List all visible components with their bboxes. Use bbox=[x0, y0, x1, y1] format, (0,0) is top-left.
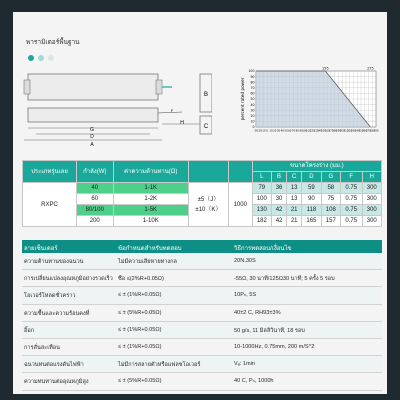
b-0: 36 bbox=[272, 183, 287, 194]
header-g: G bbox=[321, 172, 340, 183]
x-tick-label: 20 bbox=[273, 129, 277, 133]
x-tick-label: 210 bbox=[343, 129, 349, 133]
x-tick-label: 0 bbox=[266, 129, 269, 133]
power-2: 80/100 bbox=[76, 205, 113, 216]
x-tick-label: 260 bbox=[362, 129, 368, 133]
h-2: 300 bbox=[362, 205, 381, 216]
c-3: 21 bbox=[287, 216, 302, 227]
y-tick-label: 0 bbox=[252, 125, 255, 130]
l-1: 100 bbox=[252, 194, 271, 205]
header-h: H bbox=[362, 172, 381, 183]
g-1: 75 bbox=[321, 194, 340, 205]
x-tick-label: 140 bbox=[317, 129, 323, 133]
b-3: 42 bbox=[272, 216, 287, 227]
test-table bbox=[22, 253, 382, 391]
dim-h: H bbox=[180, 120, 184, 126]
x-tick-label: 50 bbox=[284, 129, 288, 133]
d-3: 165 bbox=[302, 216, 321, 227]
page-title: พารามิเตอร์พื้นฐาน bbox=[26, 39, 80, 46]
y-tick-label: 90 bbox=[250, 74, 255, 79]
x-tick-label: 10 bbox=[269, 129, 273, 133]
y-tick-label: 70 bbox=[250, 86, 255, 90]
c-2: 21 bbox=[287, 205, 302, 216]
x-tick-label: 90 bbox=[299, 129, 303, 133]
test-row: การเปลี่ยนแปลงอุณหภูมิอย่างรวดเร็ว ซือ ≤(2%R+0.05Ω) -55Ω, 30 นาที/125Ω30 นาที; 5 ครั้ง 5 รอบ bbox=[22, 270, 382, 287]
x-tick-label: 240 bbox=[354, 129, 360, 133]
f-3: 0.75 bbox=[340, 216, 362, 227]
x-tick-label: 160 bbox=[324, 129, 330, 133]
x-tick-label: 80 bbox=[295, 129, 299, 133]
l-3: 182 bbox=[252, 216, 271, 227]
f-1: 0.75 bbox=[340, 194, 362, 205]
y-tick-label: 80 bbox=[250, 80, 255, 85]
test-header-method: วิธีการทดสอบ/เงื่อนไข bbox=[234, 246, 292, 252]
x-tick-label: 110 bbox=[306, 129, 311, 133]
h-3: 300 bbox=[362, 216, 381, 227]
x-tick-label: 70 bbox=[291, 129, 296, 133]
y-axis-label: percent rated power bbox=[240, 77, 245, 121]
g-3: 157 bbox=[321, 216, 340, 227]
test-row: โอเวอร์โหลดชั่วคราว ≤ ± (1%R+0.05Ω) 10Pₙ, 5S bbox=[22, 287, 382, 304]
x-tick-label: -30 bbox=[253, 129, 259, 133]
header-d: D bbox=[302, 172, 321, 183]
test-row: ความต้านทานของฉนวน ไม่มีความเสียหายทางกล 20N.30S bbox=[22, 253, 382, 270]
x-tick-label: 170 bbox=[328, 129, 334, 133]
y-tick-label: 50 bbox=[250, 97, 255, 102]
dim-f: F bbox=[170, 108, 174, 113]
h-0: 300 bbox=[362, 183, 381, 194]
f-0: 0.75 bbox=[340, 183, 362, 194]
dim-a: A bbox=[90, 142, 94, 148]
x-tick-label: 120 bbox=[309, 129, 315, 133]
voltage-cell: 1000 bbox=[228, 183, 252, 227]
x-tick-label: 250 bbox=[358, 129, 364, 133]
x-tick-label: 130 bbox=[313, 129, 319, 133]
top-marker-label: 155 bbox=[322, 66, 329, 71]
x-tick-label: 60 bbox=[288, 129, 292, 133]
d-2: 118 bbox=[302, 205, 321, 216]
test-header-item: ลายเซ็นเดอร์ bbox=[24, 246, 58, 252]
dot-2 bbox=[38, 55, 44, 61]
tolerance-cell: ±5（J） ±10（K） bbox=[188, 183, 228, 227]
f-2: 0.75 bbox=[340, 205, 362, 216]
x-tick-label: 180 bbox=[332, 129, 338, 133]
res-1: 1-2K bbox=[113, 194, 188, 205]
test-row: ความชื้นและความร้อนคงที่ ≤ ± (5%R+0.05Ω) 40±2 C, RH93±3% bbox=[22, 305, 382, 322]
header-l: L bbox=[252, 172, 271, 183]
c-1: 13 bbox=[287, 194, 302, 205]
derating-chart bbox=[240, 65, 382, 143]
dot-1 bbox=[28, 55, 34, 61]
test-row: ความทนทานต่ออุณหภูมิสูง ≤ ± (5%R+0.05Ω) 40 C, Pₙ, 1000h bbox=[22, 373, 382, 390]
test-row: ฉนวนทนต่อแรงดันไฟฟ้า ไม่มีการสลายตัวหรือแฟลชโอเวอร์ Vₐ: 1min bbox=[22, 356, 382, 373]
header-b: B bbox=[272, 172, 287, 183]
dot-3 bbox=[48, 55, 54, 61]
x-tick-label: 30 bbox=[276, 129, 281, 133]
res-0: 1-1K bbox=[113, 183, 188, 194]
x-tick-label: 280 bbox=[369, 129, 375, 133]
resistor-body-side bbox=[28, 108, 158, 122]
dim-c: C bbox=[203, 124, 209, 130]
test-table-header bbox=[22, 240, 382, 253]
l-0: 79 bbox=[252, 183, 271, 194]
power-0: 40 bbox=[76, 183, 113, 194]
x-tick-label: 190 bbox=[336, 129, 341, 133]
dot-indicator bbox=[28, 55, 54, 61]
resistor-body-top bbox=[28, 74, 158, 100]
y-tick-label: 10 bbox=[250, 119, 255, 124]
h-1: 300 bbox=[362, 194, 381, 205]
x-tick-label: 150 bbox=[321, 129, 326, 133]
header-c: C bbox=[287, 172, 302, 183]
x-tick-label: 40 bbox=[280, 129, 284, 133]
header-res: ค่าความต้านทาน(Ω) bbox=[113, 161, 188, 183]
header-dimensions: ขนาดโครงร่าง (มม.) bbox=[252, 161, 381, 172]
x-tick-label: -20 bbox=[257, 129, 262, 133]
g-2: 108 bbox=[321, 205, 340, 216]
header-model: ประเภทรุ่นเลย bbox=[23, 161, 77, 183]
model-cell: RXPC bbox=[23, 183, 77, 227]
y-tick-label: 60 bbox=[250, 91, 255, 96]
test-row: อิ้อก ≤ ± (1%R+0.05Ω) 50 g/s, 11 มิลลิวินาที, 18 รอบ bbox=[22, 322, 382, 339]
c-0: 13 bbox=[287, 183, 302, 194]
y-tick-label: 40 bbox=[250, 102, 255, 107]
d-1: 90 bbox=[302, 194, 321, 205]
b-2: 42 bbox=[272, 205, 287, 216]
spec-table bbox=[22, 160, 382, 227]
x-tick-label: 100 bbox=[302, 129, 308, 133]
y-tick-label: 100 bbox=[248, 69, 255, 74]
res-3: 1-10K bbox=[113, 216, 188, 227]
res-2: 1-5K bbox=[113, 205, 188, 216]
power-1: 60 bbox=[76, 194, 113, 205]
x-tick-label: 290 bbox=[373, 129, 379, 133]
dim-d: D bbox=[90, 134, 94, 140]
y-tick-label: 20 bbox=[250, 114, 255, 118]
dim-g: G bbox=[90, 127, 94, 133]
y-tick-label: 30 bbox=[250, 108, 255, 113]
header-power: กำลัง(W) bbox=[76, 161, 113, 183]
test-header-spec: ข้อกำหนดสำหรับทดสอบ bbox=[118, 246, 182, 252]
x-tick-label: 200 bbox=[339, 129, 345, 133]
x-tick-label: -10 bbox=[261, 129, 266, 133]
x-tick-label: 270 bbox=[366, 129, 371, 133]
b-1: 30 bbox=[272, 194, 287, 205]
dim-b: B bbox=[203, 92, 209, 98]
top-marker-label: 275 bbox=[367, 66, 374, 71]
d-0: 59 bbox=[302, 183, 321, 194]
resistor-drawing bbox=[22, 68, 212, 148]
l-2: 130 bbox=[252, 205, 271, 216]
header-f: F bbox=[340, 172, 362, 183]
test-row: การสั่นสะเทือน ≤ ± (1%R+0.05Ω) 10-1000Hz, 0.75mm, 200 m/S^2 bbox=[22, 339, 382, 356]
x-tick-label: 220 bbox=[347, 129, 353, 133]
power-3: 200 bbox=[76, 216, 113, 227]
x-tick-label: 230 bbox=[351, 129, 356, 133]
g-0: 58 bbox=[321, 183, 340, 194]
